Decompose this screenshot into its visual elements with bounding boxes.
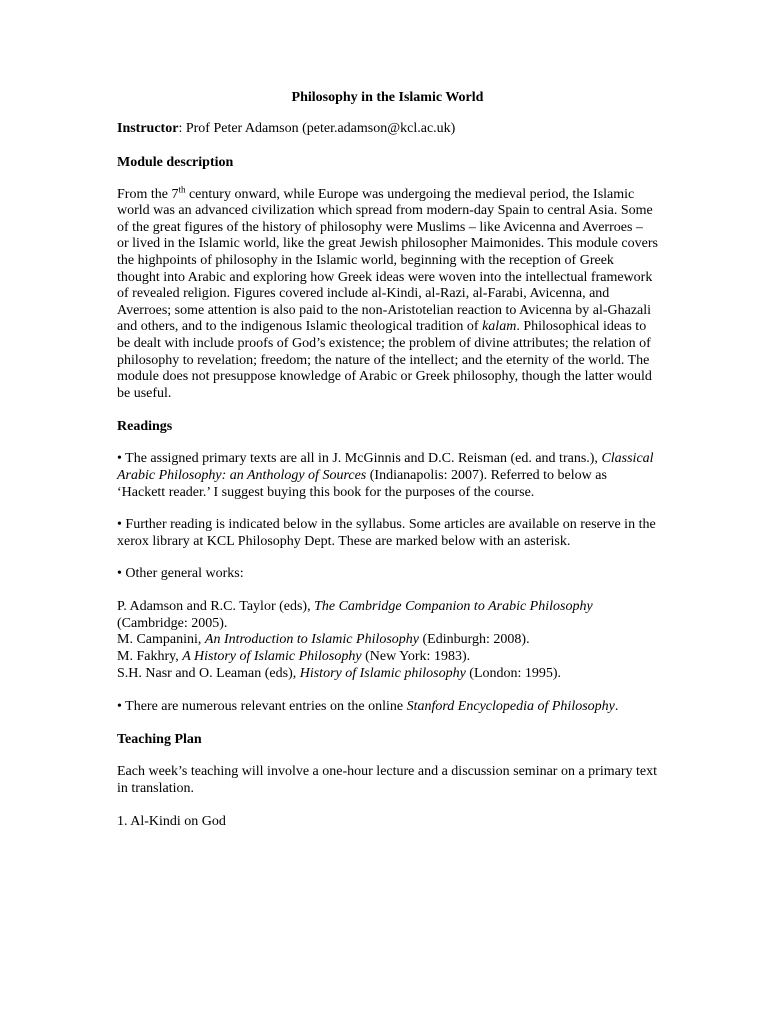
reading-item-further-reading: • Further reading is indicated below in the syllabus. Some articles are available on reserve in the xerox library at KCL Philosophy Dept. These are marked below with an asterisk. (117, 517, 656, 549)
reference-entry (117, 666, 658, 683)
reading-item-stanford (117, 699, 658, 716)
document-title: Philosophy in the Islamic World (291, 90, 484, 105)
module-text-part: . Philosophical ideas to be dealt with include proofs of God’s existence; the problem of divine attributes; the relation of philosophy to revelation; freedom; the nature of the intellect; and the eternity of the world. The module does not presuppose knowledge of Arabic or Greek philosophy, though the latter would be useful. (117, 319, 652, 401)
instructor-label: Instructor (117, 121, 179, 136)
reading-text: . (614, 698, 619, 714)
reference-publication: (Cambridge: 2005). (117, 615, 228, 631)
reference-list (117, 599, 658, 683)
kalam-term: kalam (482, 319, 517, 335)
instructor-line (117, 121, 658, 138)
book-title: History of Islamic philosophy (299, 666, 466, 682)
teaching-plan-heading: Teaching Plan (117, 732, 202, 748)
reference-author: M. Campanini, (117, 632, 205, 648)
module-description-heading: Module description (117, 154, 234, 170)
book-title: The Cambridge Companion to Arabic Philosophy (314, 598, 593, 614)
book-title: A History of Islamic Philosophy (182, 649, 362, 665)
module-description-text (117, 183, 658, 403)
reference-publication: (London: 1995). (465, 666, 562, 682)
reference-author: S.H. Nasr and O. Leaman (eds), (117, 666, 300, 682)
reading-text: (Indianapolis: 2007). Referred to below as ‘Hackett reader.’ I suggest buying this book for the purposes of the course. (117, 467, 607, 500)
reference-author: P. Adamson and R.C. Taylor (eds), (117, 598, 315, 614)
reading-item-primary-texts (117, 451, 658, 501)
reference-entry (117, 649, 658, 666)
reference-publication: (New York: 1983). (361, 649, 471, 665)
module-text-part: century onward, while Europe was undergoing the medieval period, the Islamic world was an advanced civilization which spread from modern-day Spain to central Asia. Some of the great figures of the history of philosophy were Muslims – like Avicenna and Averroes – or lived in the Islamic world, like the great Jewish philosopher Maimonides. This module covers the highpoints of philosophy in the Islamic world, beginning with the reception of Greek thought into Arabic and exploring how Greek ideas were woven into the intellectual framework of revealed religion. Figures covered include al-Kindi, al-Razi, al-Farabi, Avicenna, and Averroes; some attention is also paid to the non-Aristotelian reaction to Avicenna by al-Ghazali and others, and to the indigenous Islamic theological tradition of (117, 186, 658, 335)
reading-text: • There are numerous relevant entries on the online (117, 698, 407, 714)
encyclopedia-title: Stanford Encyclopedia of Philosophy (406, 698, 615, 714)
teaching-plan-text: Each week’s teaching will involve a one-hour lecture and a discussion seminar on a primary text in translation. (117, 764, 657, 797)
reference-author: M. Fakhry, (117, 649, 183, 665)
reading-item-general-works: • Other general works: (117, 566, 244, 582)
module-text-part: From the 7 (117, 186, 179, 202)
reading-text: • The assigned primary texts are all in J. McGinnis and D.C. Reisman (ed. and trans.), (117, 451, 602, 467)
book-title: Classical Arabic Philosophy: an Anthology of Sources (117, 451, 654, 483)
reference-publication: (Edinburgh: 2008). (419, 632, 530, 648)
instructor-value: : Prof Peter Adamson (peter.adamson@kcl.ac.uk) (178, 121, 456, 136)
syllabus-item: 1. Al-Kindi on God (117, 813, 226, 829)
readings-heading: Readings (117, 419, 173, 435)
book-title: An Introduction to Islamic Philosophy (204, 632, 420, 648)
reference-entry (117, 599, 658, 633)
reference-entry (117, 632, 658, 649)
superscript-ordinal: th (178, 183, 186, 194)
